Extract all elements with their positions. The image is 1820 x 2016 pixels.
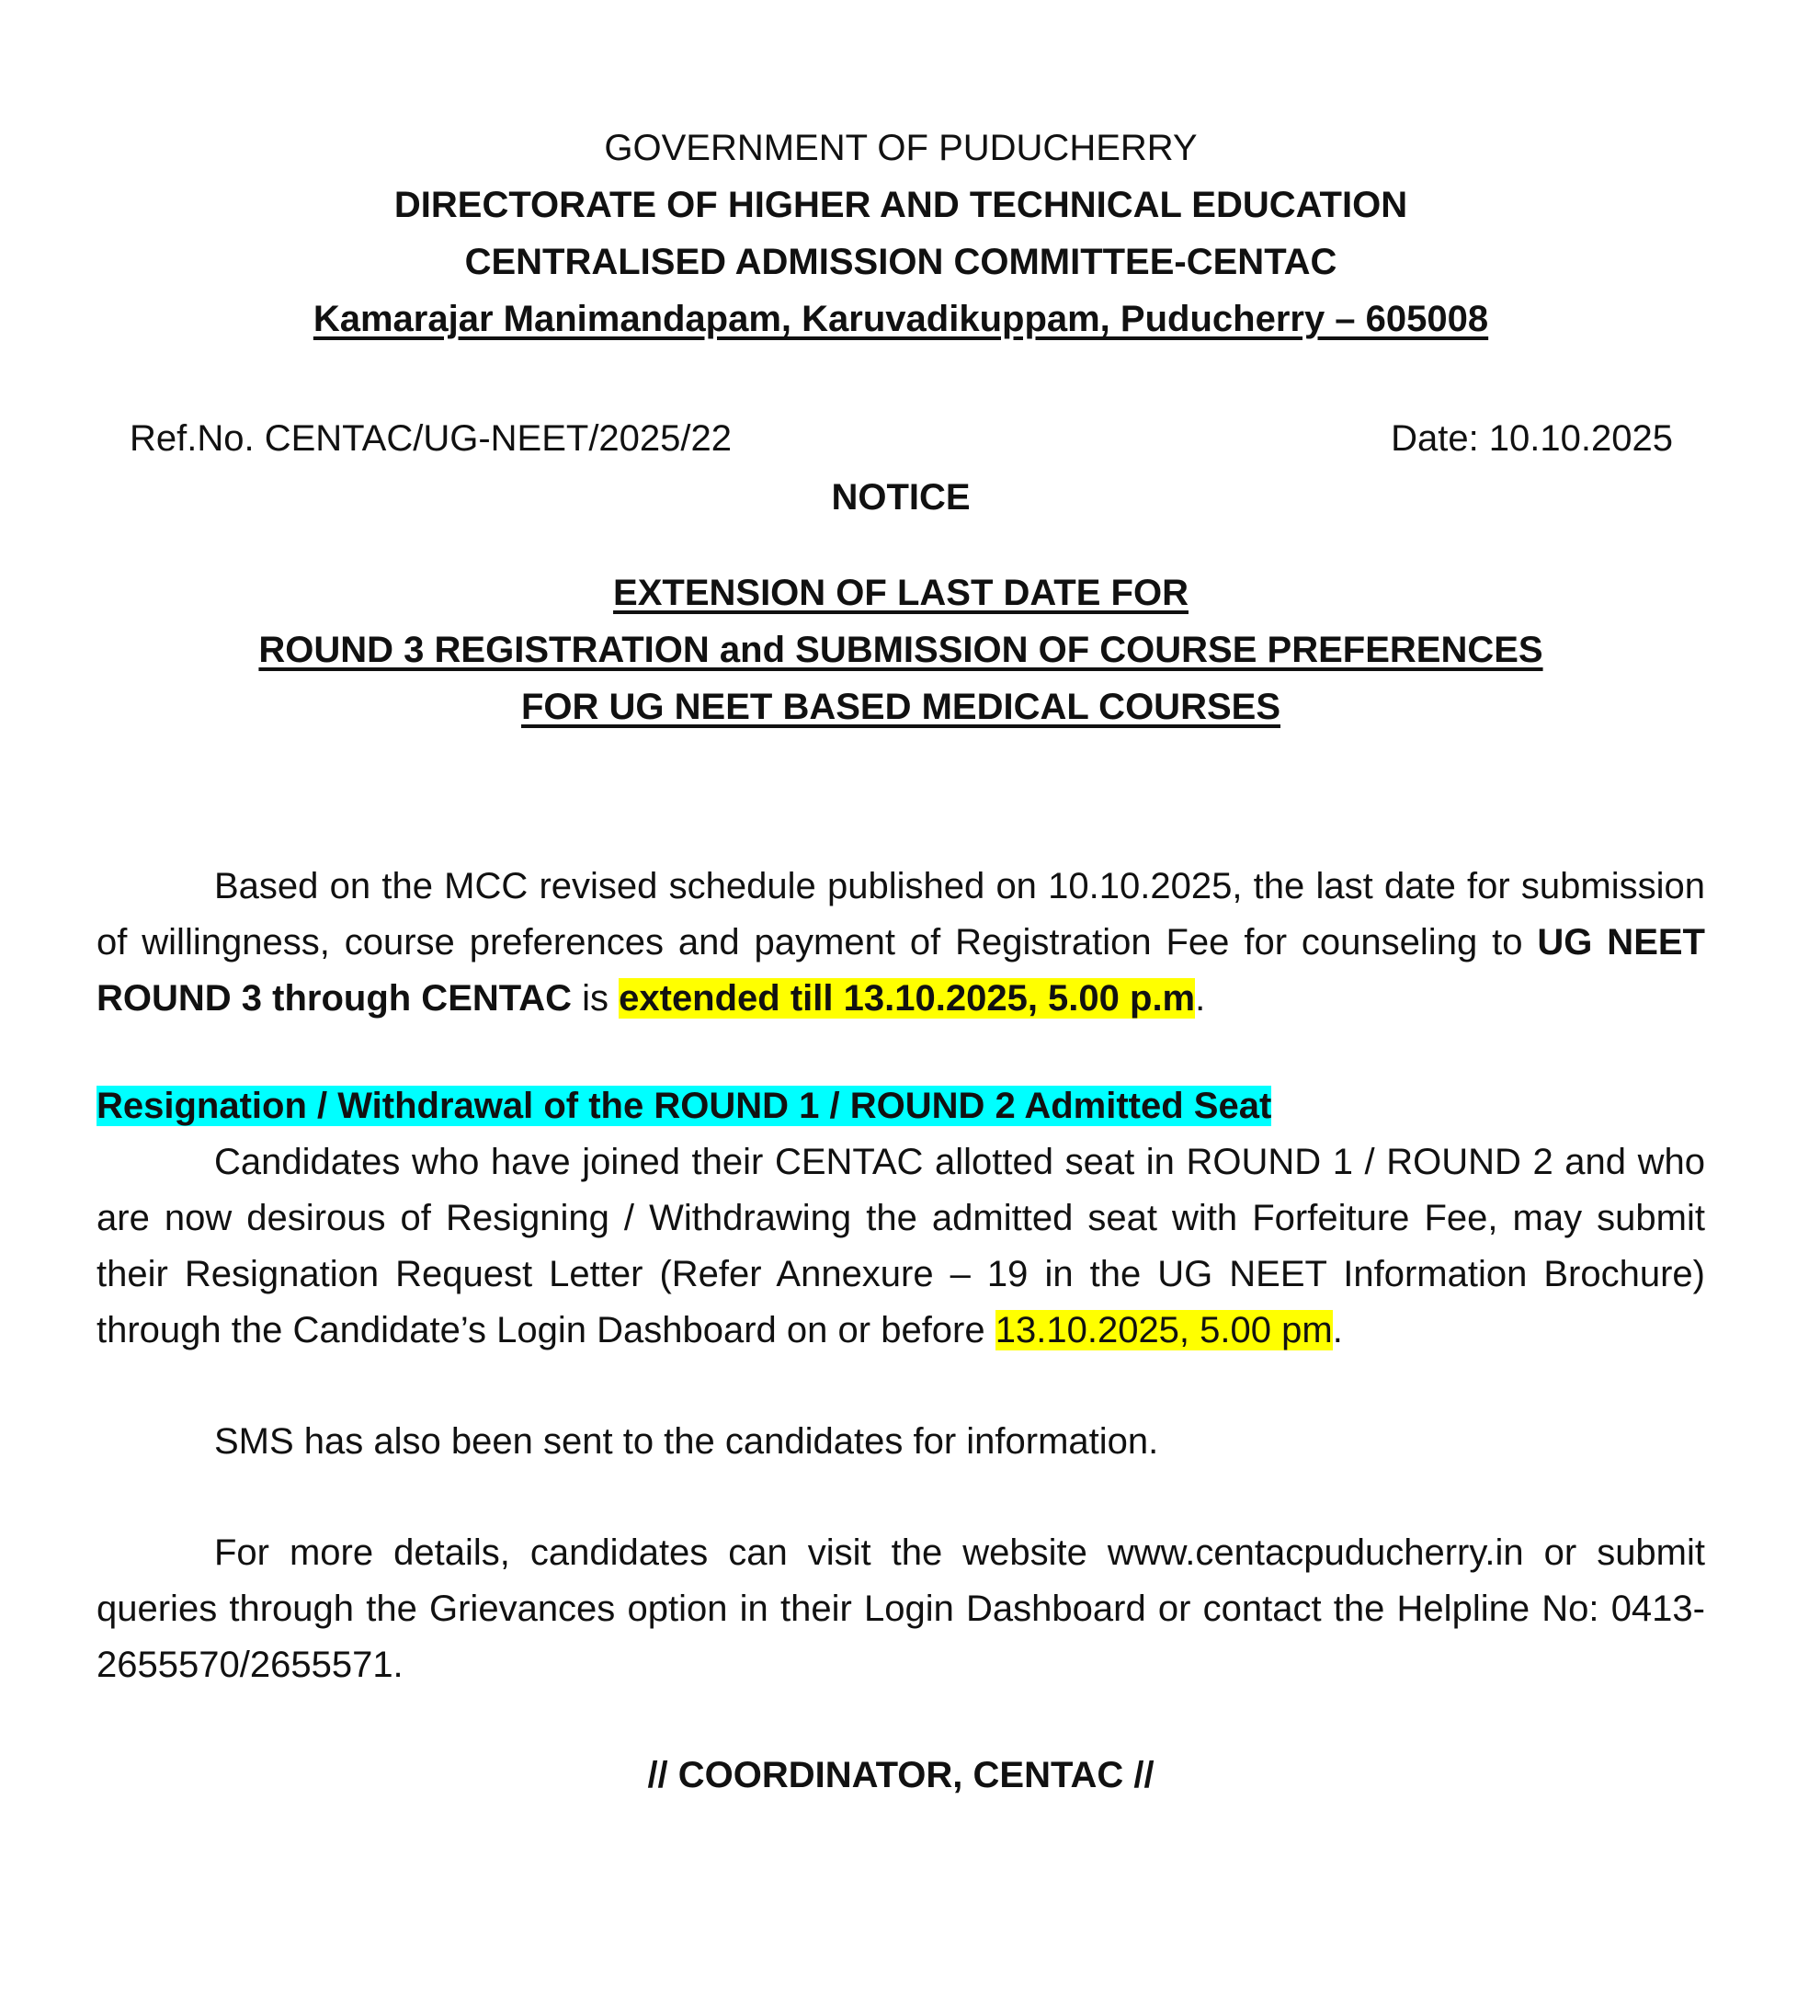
contact-paragraph: For more details, candidates can visit the website www.centacpuducherry.in or submit queries through the Grievances option in their Login Dashboard or contact the Helpline No: 0413-2655570/2655571. <box>97 1532 1705 1685</box>
office-address: Kamarajar Manimandapam, Karuvadikuppam, Puducherry – 605008 <box>313 299 1489 339</box>
reference-row <box>97 410 1705 467</box>
extension-text-b: is <box>572 978 620 1019</box>
resignation-paragraph <box>97 1134 1705 1359</box>
extension-paragraph <box>97 859 1705 1027</box>
extension-text-c: . <box>1195 978 1206 1019</box>
committee-title: CENTRALISED ADMISSION COMMITTEE-CENTAC <box>464 242 1337 282</box>
notice-date: Date: 10.10.2025 <box>1391 418 1673 459</box>
subject-line-3: FOR UG NEET BASED MEDICAL COURSES <box>521 687 1280 727</box>
sms-paragraph: SMS has also been sent to the candidates for information. <box>214 1421 1159 1462</box>
resignation-text-b: . <box>1332 1310 1343 1350</box>
resignation-deadline-highlight: 13.10.2025, 5.00 pm <box>995 1310 1333 1350</box>
extension-bold-text: UG NEET ROUND 3 through CENTAC <box>97 922 1705 1019</box>
government-title: GOVERNMENT OF PUDUCHERRY <box>604 128 1198 168</box>
resignation-heading-highlight: Resignation / Withdrawal of the ROUND 1 / ROUND 2 Admitted Seat <box>97 1086 1272 1126</box>
extension-deadline-highlight: extended till 13.10.2025, 5.00 p.m <box>619 978 1196 1019</box>
notice-label: NOTICE <box>831 477 971 518</box>
resignation-heading <box>97 1078 1705 1134</box>
reference-number: Ref.No. CENTAC/UG-NEET/2025/22 <box>130 418 733 459</box>
notice-subject <box>97 564 1705 735</box>
extension-text-a: Based on the MCC revised schedule published on 10.10.2025, the last date for submission of willingness, course preferences and payment of Registration Fee for counseling to <box>97 866 1705 962</box>
directorate-title: DIRECTORATE OF HIGHER AND TECHNICAL EDUCATION <box>393 185 1408 225</box>
subject-line-1: EXTENSION OF LAST DATE FOR <box>613 573 1189 613</box>
signature: // COORDINATOR, CENTAC // <box>647 1755 1155 1795</box>
subject-line-2: ROUND 3 REGISTRATION and SUBMISSION OF COURSE PREFERENCES <box>258 630 1543 670</box>
resignation-text-a: Candidates who have joined their CENTAC allotted seat in ROUND 1 / ROUND 2 and who are now desirous of Resigning / Withdrawing the admitted seat with Forfeiture Fee, may submit their Resignation Request Letter (Refer Annexure – 19 in the UG NEET Information Brochure) through the Candidate’s Login Dashboard on or before <box>97 1142 1705 1350</box>
